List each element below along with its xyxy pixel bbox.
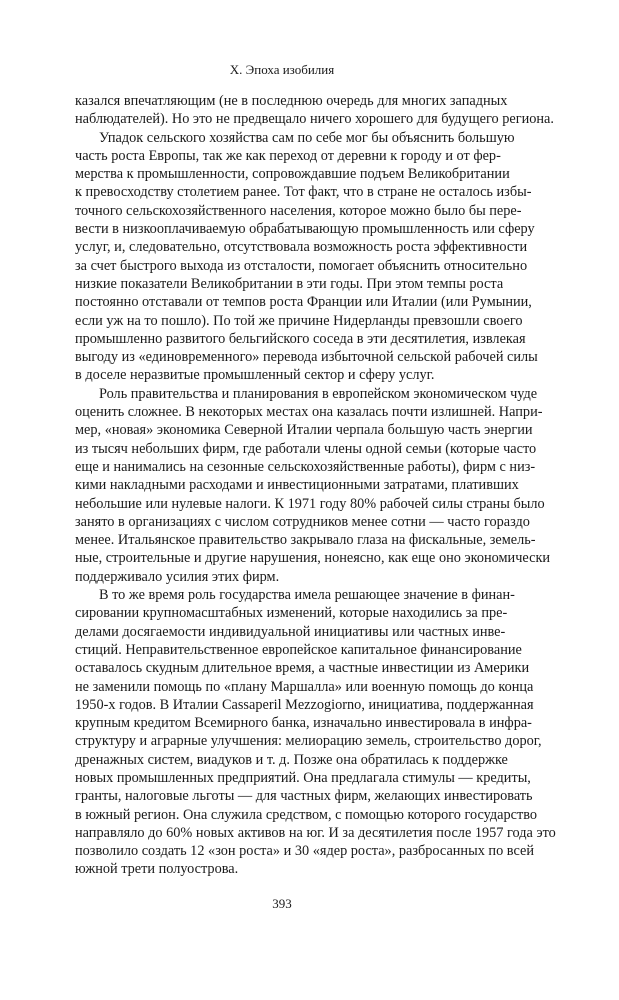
- text-line: казался впечатляющим (не в последнюю очередь для многих западных: [75, 93, 508, 109]
- text-line: делами досягаемости индивидуальной инициативы или частных инве-: [75, 623, 506, 640]
- text-line: к превосходству столетием ранее. Тот факт, что в стране не осталось избы-: [75, 184, 532, 201]
- text-line: В то же время роль государства имела решающее значение в финан-: [99, 587, 515, 604]
- text-line: низкие показатели Великобритании в эти годы. При этом темпы роста: [75, 275, 504, 292]
- text-line: позволило создать 12 «зон роста» и 30 «ядер роста», разбросанных по всей: [75, 843, 534, 860]
- text-line: поддерживало усилия этих фирм.: [75, 568, 280, 585]
- text-line: оставалось скудным длительное время, а частные инвестиции из Америки: [75, 660, 530, 677]
- text-line: наблюдателей). Но это не предвещало ничего хорошего для будущего региона.: [75, 111, 554, 128]
- text-line: кими накладными расходами и инвестиционными затратами, плативших: [75, 477, 519, 494]
- page-body: [75, 92, 556, 879]
- text-line: выгоду из «единовременного» перевода избыточной сельской рабочей силы: [75, 349, 538, 366]
- text-line: за счет быстрого выхода из отсталости, помогает объяснить относительно: [75, 257, 528, 274]
- text-line: постоянно отставали от темпов роста Франции или Италии (или Румынии,: [75, 294, 532, 311]
- text-line: крупным кредитом Всемирного банка, изначально инвестировала в инфра-: [75, 715, 532, 732]
- text-line: Роль правительства и планирования в европейском экономическом чуде: [99, 385, 538, 402]
- text-line: в южный регион. Она служила средством, с помощью которого государство: [75, 806, 538, 823]
- text-line: менее. Итальянское правительство закрывало глаза на фискальные, земель-: [75, 532, 536, 549]
- text-line: ные, строительные и другие нарушения, нонеясно, как еще оно экономически: [75, 550, 551, 567]
- paragraph: [75, 385, 551, 586]
- paragraph: [75, 92, 554, 129]
- text-line: еще и нанимались на сезонные сельскохозяйственные работы), фирм с низ-: [75, 458, 536, 475]
- running-header: X. Эпоха изобилия: [229, 62, 335, 77]
- text-line: небольшие или нулевые налоги. К 1971 году 80% рабочей силы страны было: [75, 495, 545, 512]
- text-line: направляло до 60% новых активов на юг. И за десятилетия после 1957 года это: [75, 824, 556, 841]
- text-line: точного сельскохозяйственного населения, которое можно было бы пере-: [75, 202, 522, 219]
- text-line: вести в низкооплачиваемую обрабатывающую промышленность или сферу: [75, 221, 535, 238]
- text-line: не заменили помощь по «плану Маршалла» или военную помощь до конца: [75, 678, 534, 695]
- text-line: часть роста Европы, так же как переход от деревни к городу и от фер-: [75, 147, 501, 164]
- text-line: южной трети полуострова.: [75, 861, 239, 878]
- text-line: структуру и аграрные улучшения: мелиорацию земель, строительство дорог,: [75, 733, 542, 750]
- text-line: услуг, и, следовательно, отсутствовала возможность роста эффективности: [75, 239, 528, 256]
- text-line: в доселе неразвитые промышленный сектор и сферу услуг.: [75, 367, 435, 384]
- text-line: мерства к промышленности, сопровождавшие подъем Великобритании: [75, 166, 510, 183]
- text-line: занято в организациях с числом сотрудников менее сотни — часто гораздо: [75, 513, 530, 530]
- text-line: дренажных систем, виадуков и т. д. Позже она обратилась к поддержке: [75, 751, 508, 768]
- text-line: мер, «новая» экономика Северной Италии черпала большую часть энергии: [75, 422, 533, 439]
- text-line: 1950-х годов. В Италии Cassaperil Mezzogiorno, инициатива, поддержанная: [75, 696, 534, 713]
- text-line: оценить сложнее. В некоторых местах она казалась почти излишней. Напри-: [75, 404, 543, 421]
- text-line: сировании крупномасштабных изменений, которые находились за пре-: [75, 605, 508, 622]
- text-line: если уж на то пошло). По той же причине Нидерланды превзошли своего: [75, 312, 523, 329]
- text-line: промышленно развитого бельгийского соседа в эти десятилетия, извлекая: [75, 330, 526, 347]
- text-line: новых промышленных предприятий. Она предлагала стимулы — кредиты,: [75, 769, 531, 786]
- text-line: гранты, налоговые льготы — для частных фирм, желающих инвестировать: [75, 788, 533, 805]
- page-number: 393: [272, 896, 292, 911]
- paragraph: [75, 586, 556, 879]
- text-line: Упадок сельского хозяйства сам по себе мог бы объяснить большую: [99, 129, 515, 146]
- paragraph: [75, 129, 538, 385]
- text-line: из тысяч небольших фирм, где работали члены одной семьи (которые часто: [75, 440, 537, 457]
- text-line: стиций. Неправительственное европейское капитальное финансирование: [75, 641, 522, 658]
